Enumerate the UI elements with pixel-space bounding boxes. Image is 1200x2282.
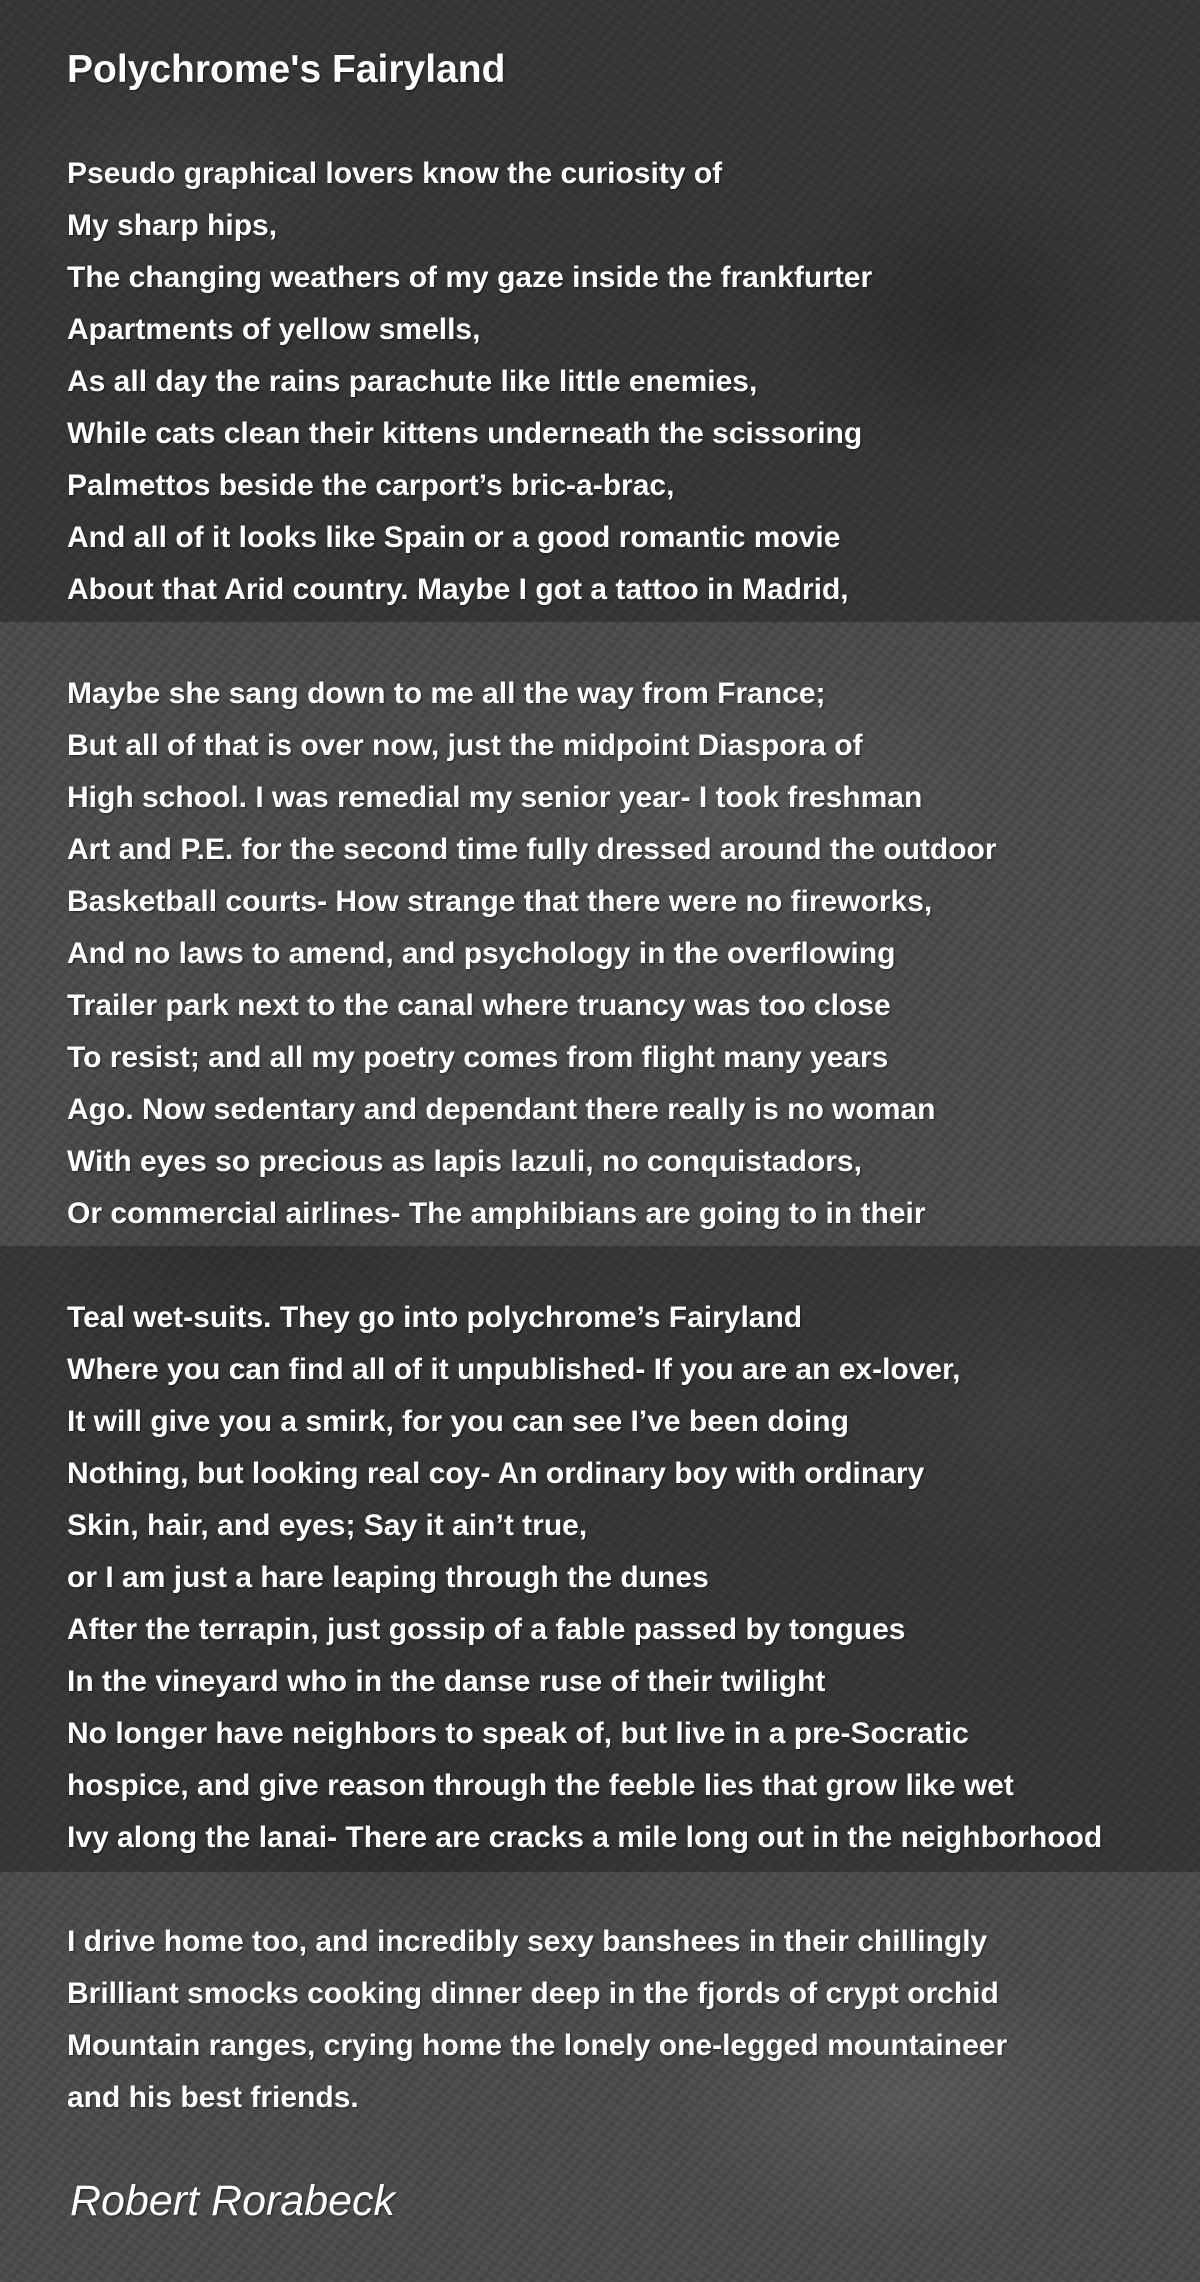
poem-line: Trailer park next to the canal where truancy was too close [67,989,891,1022]
poem-line: Basketball courts- How strange that there were no fireworks, [67,885,933,918]
poem-line: The changing weathers of my gaze inside the frankfurter [67,261,873,294]
poem-line: In the vineyard who in the danse ruse of their twilight [67,1665,826,1698]
poem-line: About that Arid country. Maybe I got a tattoo in Madrid, [67,573,849,606]
poem-title: Polychrome's Fairyland [67,48,506,91]
stanza-1 [67,148,872,616]
poem-line: Skin, hair, and eyes; Say it ain’t true, [67,1509,588,1542]
poem-line: Maybe she sang down to me all the way from France; [67,677,826,710]
poem-line: Art and P.E. for the second time fully dressed around the outdoor [67,833,997,866]
poem-line: No longer have neighbors to speak of, but live in a pre-Socratic [67,1717,969,1750]
poem-line: Ago. Now sedentary and dependant there really is no woman [67,1093,936,1126]
poem-line: I drive home too, and incredibly sexy banshees in their chillingly [67,1925,988,1958]
poem-line: High school. I was remedial my senior year- I took freshman [67,781,923,814]
poem-line: And all of it looks like Spain or a good romantic movie [67,521,841,554]
stanza-3 [67,1292,1102,1864]
poem-line: But all of that is over now, just the midpoint Diaspora of [67,729,863,762]
poem-line: Pseudo graphical lovers know the curiosity of [67,157,723,190]
poem-line: Or commercial airlines- The amphibians are going to in their [67,1197,926,1230]
poem-line: Where you can find all of it unpublished- If you are an ex-lover, [67,1353,961,1386]
poem-line: Palmettos beside the carport’s bric-a-brac, [67,469,675,502]
poem-line: Teal wet-suits. They go into polychrome’s Fairyland [67,1301,803,1334]
poem-line: hospice, and give reason through the feeble lies that grow like wet [67,1769,1014,1802]
stanza-4 [67,1916,1007,2124]
poem-line: To resist; and all my poetry comes from flight many years [67,1041,889,1074]
poem-line: Apartments of yellow smells, [67,313,481,346]
poem-line: While cats clean their kittens underneath the scissoring [67,417,863,450]
poem-line: Mountain ranges, crying home the lonely one-legged mountaineer [67,2029,1008,2062]
poem-line: Ivy along the lanai- There are cracks a mile long out in the neighborhood [67,1821,1103,1854]
poem-line: It will give you a smirk, for you can see I’ve been doing [67,1405,849,1438]
poem-line: or I am just a hare leaping through the dunes [67,1561,709,1594]
poem-line: My sharp hips, [67,209,278,242]
poem-line: Brilliant smocks cooking dinner deep in the fjords of crypt orchid [67,1977,999,2010]
poem-line: As all day the rains parachute like little enemies, [67,365,758,398]
poem-line: and his best friends. [67,2081,359,2114]
poem-line: Nothing, but looking real coy- An ordinary boy with ordinary [67,1457,925,1490]
poem-author: Robert Rorabeck [70,2177,396,2225]
stanza-2 [67,668,997,1240]
poem-line: After the terrapin, just gossip of a fable passed by tongues [67,1613,906,1646]
poem-line: With eyes so precious as lapis lazuli, no conquistadors, [67,1145,862,1178]
poem-line: And no laws to amend, and psychology in the overflowing [67,937,896,970]
